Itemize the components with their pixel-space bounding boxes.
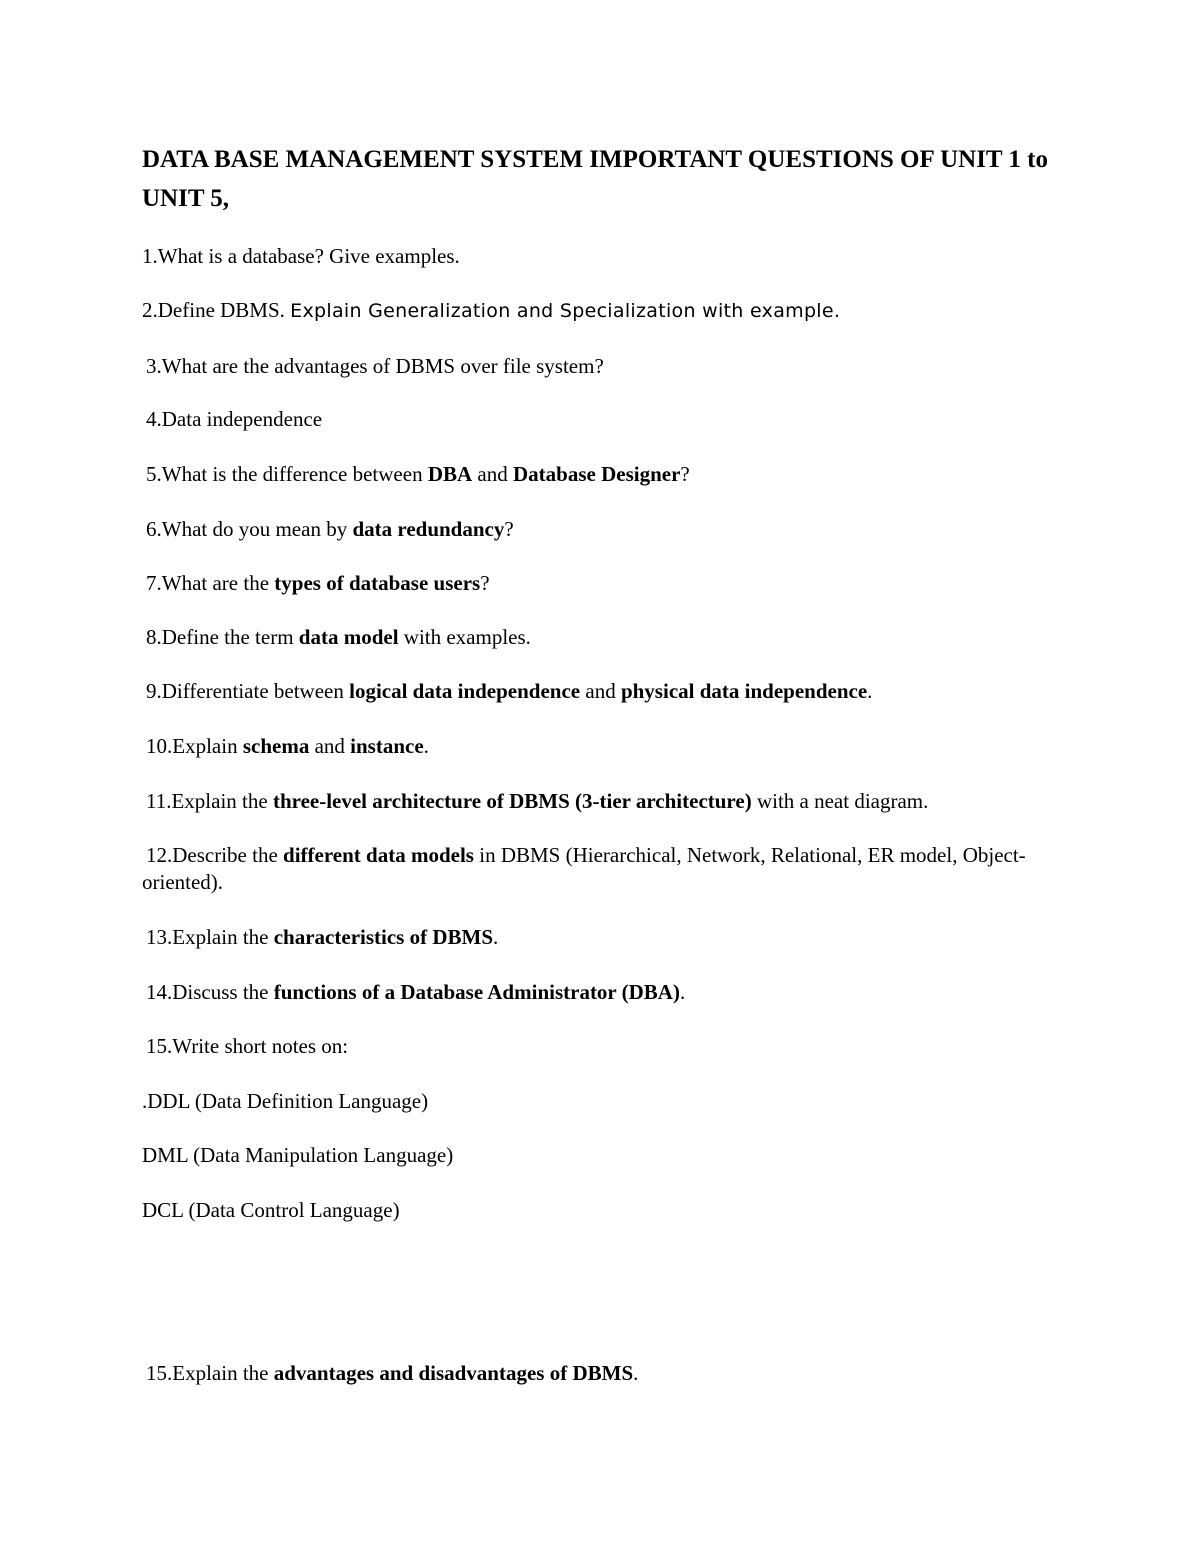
question-9-bold-2: physical data independence xyxy=(620,679,868,703)
question-8 xyxy=(146,624,531,651)
question-8-bold: data model xyxy=(298,625,399,649)
question-5-text-3: ? xyxy=(680,462,690,486)
question-15-b xyxy=(146,1360,638,1387)
question-11-bold: three-level architecture of DBMS (3-tier architecture) xyxy=(272,789,752,813)
question-10-text: 10.Explain xyxy=(146,734,243,758)
question-9-text-2: and xyxy=(580,679,621,703)
question-8-text-2: with examples. xyxy=(398,625,531,649)
question-10-text-2: and xyxy=(309,734,351,758)
question-14-text: 14.Discuss the xyxy=(146,980,274,1004)
question-10-text-3: . xyxy=(423,734,429,758)
question-4: 4.Data independence xyxy=(146,407,323,431)
question-13 xyxy=(146,924,498,951)
question-7-text-2: ? xyxy=(480,571,490,595)
question-1: 1.What is a database? Give examples. xyxy=(142,244,460,268)
question-6-text-2: ? xyxy=(504,517,514,541)
question-10-bold-1: schema xyxy=(242,734,310,758)
question-11-text: 11.Explain the xyxy=(146,789,273,813)
question-6 xyxy=(146,516,514,543)
question-9-text: 9.Differentiate between xyxy=(146,679,350,703)
question-2-part-b: Explain Generalization and Specialization with example. xyxy=(290,300,841,322)
question-3: 3.What are the advantages of DBMS over file system? xyxy=(146,354,604,378)
question-2-part-a: 2.Define DBMS. xyxy=(142,298,291,322)
question-15: 15.Write short notes on: xyxy=(146,1034,349,1058)
question-9-bold-1: logical data independence xyxy=(349,679,581,703)
question-5-bold-2: Database Designer xyxy=(513,462,681,486)
question-13-text-2: . xyxy=(493,925,499,949)
question-9 xyxy=(146,678,872,705)
note-dml: DML (Data Manipulation Language) xyxy=(142,1143,454,1167)
question-5 xyxy=(146,461,690,488)
question-12 xyxy=(142,842,1067,896)
question-7 xyxy=(146,570,490,597)
question-12-text-2: in DBMS (Hierarchical, Network, Relational, ER model, Object-oriented). xyxy=(142,843,1026,894)
question-9-text-3: . xyxy=(867,679,873,703)
question-5-bold-1: DBA xyxy=(427,462,473,486)
question-8-text: 8.Define the term xyxy=(146,625,299,649)
question-15-b-bold: advantages and disadvantages of DBMS xyxy=(273,1361,634,1385)
question-12-text: 12.Describe the xyxy=(146,843,284,867)
question-7-text: 7.What are the xyxy=(146,571,275,595)
question-14-text-2: . xyxy=(679,980,686,1004)
question-12-bold: different data models xyxy=(283,843,474,867)
question-6-text: 6.What do you mean by xyxy=(146,517,353,541)
note-dcl: DCL (Data Control Language) xyxy=(142,1198,400,1222)
question-10-bold-2: instance xyxy=(350,734,424,758)
question-5-text-2: and xyxy=(472,462,513,486)
question-10 xyxy=(146,733,429,760)
question-6-bold: data redundancy xyxy=(352,517,505,541)
question-11-text-2: with a neat diagram. xyxy=(751,789,929,813)
question-7-bold: types of database users xyxy=(274,571,481,595)
question-14 xyxy=(146,979,685,1006)
question-15-b-text-2: . xyxy=(633,1361,639,1385)
note-ddl: .DDL (Data Definition Language) xyxy=(142,1089,429,1113)
document-title: DATA BASE MANAGEMENT SYSTEM IMPORTANT QUESTIONS OF UNIT 1 to UNIT 5, xyxy=(142,146,1048,212)
question-14-bold: functions of a Database Administrator (DBA) xyxy=(273,980,680,1004)
question-13-text: 13.Explain the xyxy=(146,925,274,949)
question-2 xyxy=(142,297,840,325)
question-11 xyxy=(146,788,928,815)
question-5-text: 5.What is the difference between xyxy=(146,462,428,486)
question-13-bold: characteristics of DBMS xyxy=(273,925,494,949)
question-15-b-text: 15.Explain the xyxy=(146,1361,274,1385)
